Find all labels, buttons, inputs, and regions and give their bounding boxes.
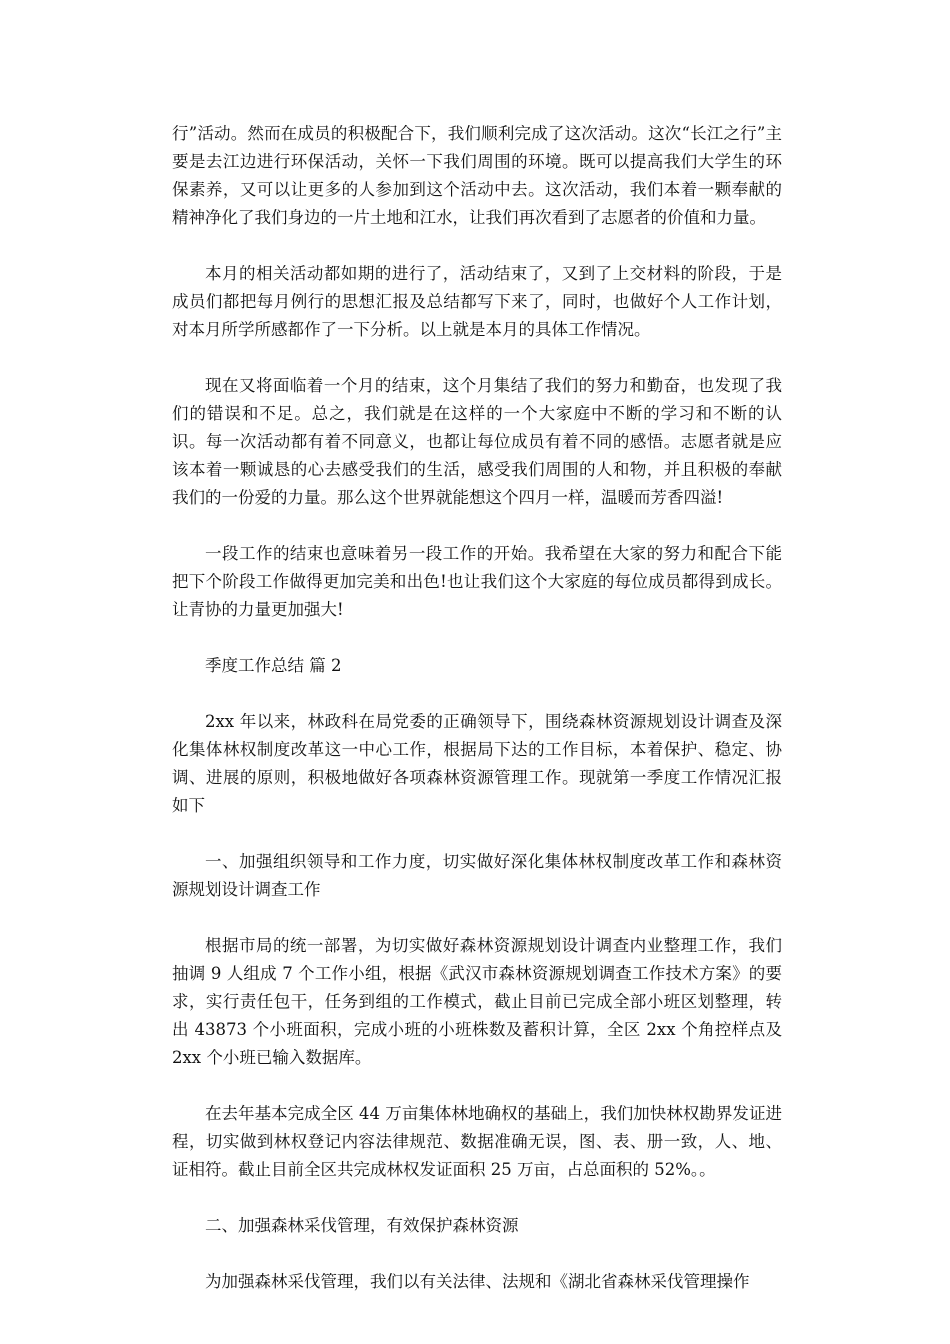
subheading-two: 二、加强森林采伐管理，有效保护森林资源	[205, 1216, 519, 1235]
paragraph-monthly-activities: 本月的相关活动都如期的进行了，活动结束了，又到了上交材料的阶段，于是成员们都把每月例行的思想汇报及总结都写下来了，同时，也做好个人工作计划，对本月所学所感都作了一下分析。以上就是本月的具体工作情况。	[172, 264, 782, 339]
paragraph-forest-rights: 在去年基本完成全区 44 万亩集体林地确权的基础上，我们加快林权勘界发证进程，切实做到林权登记内容法律规范、数据准确无误，图、表、册一致，人、地、证相符。截止目前全区共完成林权发证面积 25 万亩，占总面积的 52%。。	[172, 1104, 782, 1179]
paragraph-continuation: 行”活动。然而在成员的积极配合下，我们顺利完成了这次活动。这次“长江之行”主要是去江边进行环保活动，关怀一下我们周围的环境。既可以提高我们大学生的环保素养，又可以让更多的人参加到这个活动中去。这次活动，我们本着一颗奉献的精神净化了我们身边的一片土地和江水，让我们再次看到了志愿者的价值和力量。	[172, 124, 782, 227]
document-body	[172, 120, 782, 1324]
paragraph-next-stage: 一段工作的结束也意味着另一段工作的开始。我希望在大家的努力和配合下能把下个阶段工作做得更加完美和出色!也让我们这个大家庭的每位成员都得到成长。让青协的力量更加强大!	[172, 544, 782, 619]
paragraph-survey-work: 根据市局的统一部署，为切实做好森林资源规划设计调查内业整理工作，我们抽调 9 人组成 7 个工作小组，根据《武汉市森林资源规划调查工作技术方案》的要求，实行责任包干，任务到组的工作模式，截止目前已完成全部小班区划整理，转出 43873 个小班面积，完成小班的小班株数及蓄积计算，全区 2xx 个角控样点及 2xx 个小班已输入数据库。	[172, 936, 782, 1067]
section-title-part-2: 季度工作总结 篇 2	[205, 656, 342, 675]
paragraph-logging-management: 为加强森林采伐管理，我们以有关法律、法规和《湖北省森林采伐管理操作	[205, 1272, 750, 1291]
paragraph-month-end: 现在又将面临着一个月的结束，这个月集结了我们的努力和勤奋，也发现了我们的错误和不足。总之，我们就是在这样的一个大家庭中不断的学习和不断的认识。每一次活动都有着不同意义，也都让每位成员有着不同的感悟。志愿者就是应该本着一颗诚恳的心去感受我们的生活，感受我们周围的人和物，并且积极的奉献我们的一份爱的力量。那么这个世界就能想这个四月一样，温暖而芳香四溢!	[172, 376, 782, 507]
paragraph-intro-forestry: 2xx 年以来，林政科在局党委的正确领导下，围绕森林资源规划设计调查及深化集体林权制度改革这一中心工作，根据局下达的工作目标，本着保护、稳定、协调、进展的原则，积极地做好各项森林资源管理工作。现就第一季度工作情况汇报如下	[172, 712, 782, 815]
subheading-one: 一、加强组织领导和工作力度，切实做好深化集体林权制度改革工作和森林资源规划设计调查工作	[172, 852, 782, 899]
